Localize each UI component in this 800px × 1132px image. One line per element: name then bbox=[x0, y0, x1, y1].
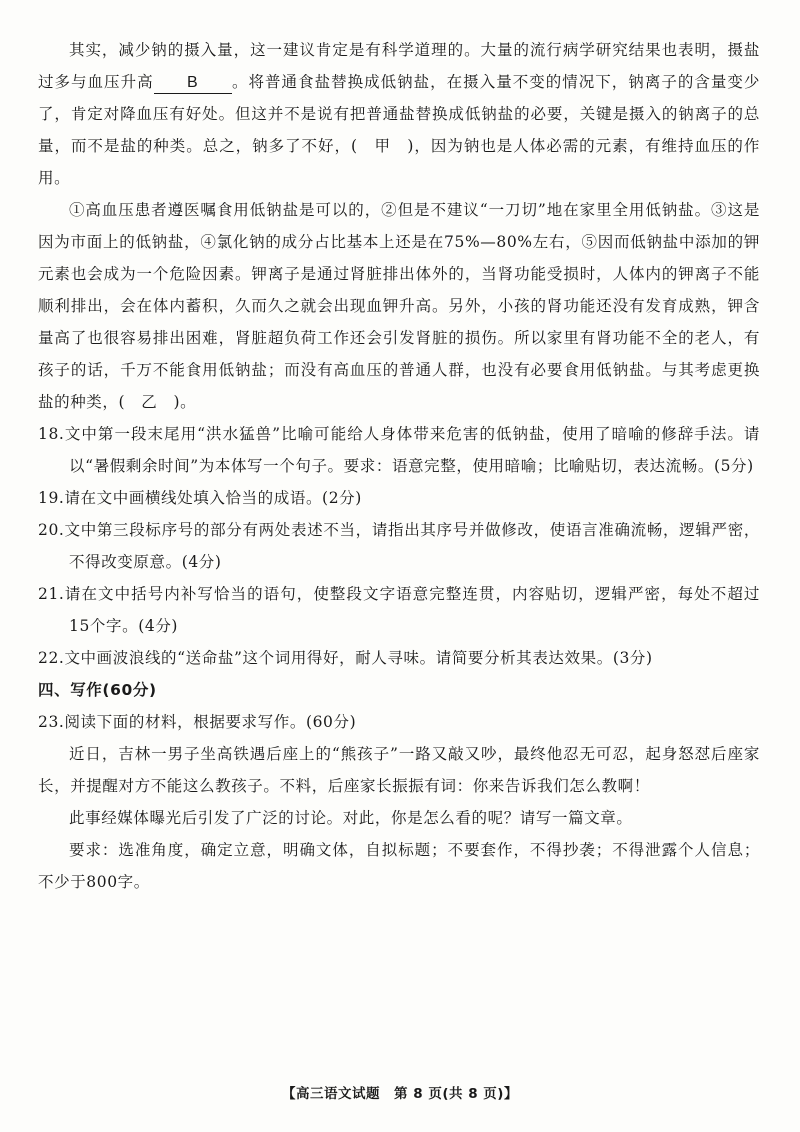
question-22-wavy-term: “送命盐” bbox=[177, 649, 243, 667]
passage-paragraph-1 bbox=[38, 34, 760, 194]
question-18: 18.文中第一段末尾用“洪水猛兽”比喻可能给人身体带来危害的低钠盐，使用了暗喻的修辞手法。请以“暑假剩余时间”为本体写一个句子。要求：语意完整，使用暗喻；比喻贴切，表达流畅。(5分) bbox=[38, 425, 760, 475]
passage-p1-before-blank: 其实，减少钠的摄入量，这一建议肯定是有科学道理的。大量的流行病学研究结果也表明，摄盐过多与血压升高 bbox=[38, 41, 760, 91]
question-22-after: 这个词用得好，耐人寻味。请简要分析其表达效果。(3分) bbox=[242, 649, 653, 667]
question-19: 19.请在文中画横线处填入恰当的成语。(2分) bbox=[38, 489, 362, 507]
writing-requirements: 要求：选准角度，确定立意，明确文体，自拟标题；不要套作，不得抄袭；不得泄露个人信息；不少于800字。 bbox=[38, 841, 760, 891]
writing-section-title: 四、写作(60分) bbox=[38, 681, 157, 699]
page-content bbox=[38, 30, 760, 898]
question-23: 23.阅读下面的材料，根据要求写作。(60分) bbox=[38, 713, 357, 731]
question-22-before: 22.文中画波浪线的 bbox=[38, 649, 178, 667]
page-footer: 【高三语文试题 第 8 页(共 8 页)】 bbox=[282, 1086, 518, 1102]
question-20: 20.文中第三段标序号的部分有两处表述不当，请指出其序号并做修改，使语言准确流畅，逻辑严密，不得改变原意。(4分) bbox=[38, 521, 760, 571]
passage-p1-after-blank: 。将普通食盐替换成低钠盐，在摄入量不变的情况下，钠离子的含量变少了，肯定对降血压有好处。但这并不是说有把普通盐替换成低钠盐的必要，关键是摄入的钠离子的总量，而不是盐的种类。总之，钠多了不好，( 甲 )，因为钠也是人体必需的元素，有维持血压的作用。 bbox=[38, 73, 761, 187]
question-21: 21.请在文中括号内补写恰当的语句，使整段文字语意完整连贯，内容贴切，逻辑严密，每处不超过15个字。(4分) bbox=[38, 585, 760, 635]
answer-blank-b: B bbox=[154, 73, 232, 94]
question-22 bbox=[38, 642, 760, 674]
writing-material-1: 近日，吉林一男子坐高铁遇后座上的“熊孩子”一路又敲又吵，最终他忍无可忍，起身怒怼后座家长，并提醒对方不能这么教孩子。不料，后座家长振振有词：你来告诉我们怎么教啊！ bbox=[38, 745, 760, 795]
writing-material-2: 此事经媒体曝光后引发了广泛的讨论。对此，你是怎么看的呢？请写一篇文章。 bbox=[69, 809, 633, 827]
passage-paragraph-2: ①高血压患者遵医嘱食用低钠盐是可以的，②但是不建议“一刀切”地在家里全用低钠盐。③这是因为市面上的低钠盐，④氯化钠的成分占比基本上还是在75%—80%左右，⑤因而低钠盐中添加的钾元素也会成为一个危险因素。钾离子是通过肾脏排出体外的，当肾功能受损时，人体内的钾离子不能顺利排出，会在体内蓄积，久而久之就会出现血钾升高。另外，小孩的肾功能还没有发育成熟，钾含量高了也很容易排出困难，肾脏超负荷工作还会引发肾脏的损伤。所以家里有肾功能不全的老人，有孩子的话，千万不能食用低钠盐；而没有高血压的普通人群，也没有必要食用低钠盐。与其考虑更换盐的种类，( 乙 )。 bbox=[38, 201, 760, 411]
